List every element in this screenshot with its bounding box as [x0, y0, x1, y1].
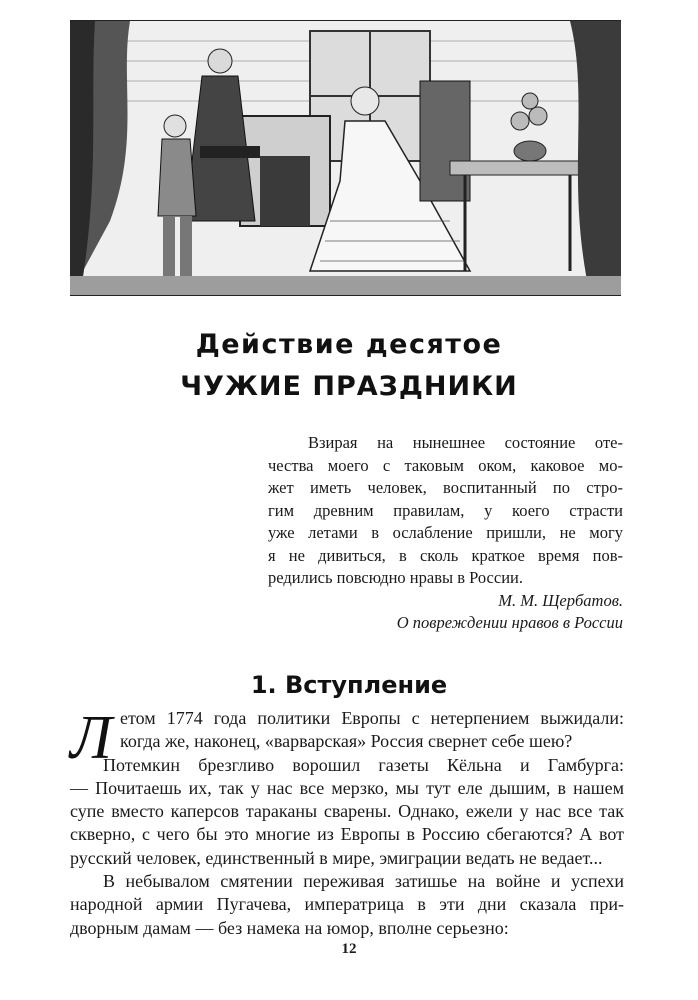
epigraph-line: уже летами в ослабление пришли, не могу: [268, 523, 623, 542]
chapter-title: ЧУЖИЕ ПРАЗДНИКИ: [180, 371, 518, 402]
body-text: [70, 704, 624, 940]
page-number: 12: [341, 941, 357, 957]
chapter-act-heading: Действие десятое: [195, 329, 503, 360]
epigraph: [268, 432, 623, 635]
chapter-illustration: [70, 20, 621, 296]
body-line: В небывалом смятении переживая затишье на войне и успехи: [103, 871, 624, 892]
body-line: народной армии Пугачева, императрица в эти дни сказала при-: [70, 894, 624, 915]
epigraph-source: О повреждении нравов в России: [396, 613, 623, 632]
epigraph-line: жет иметь человек, воспитанный по стро-: [268, 478, 623, 497]
body-line: дворным дамам — без намека на юмор, вполне серьезно:: [70, 917, 509, 938]
section-title: 1. Вступление: [250, 671, 448, 699]
epigraph-author: М. М. Щербатов.: [498, 590, 623, 610]
body-line: когда же, наконец, «варварская» Россия свернет себе шею?: [120, 731, 573, 752]
salon-scene-engraving-icon: [70, 21, 621, 295]
body-line: Потемкин брезгливо ворошил газеты Кёльна и Гамбурга:: [103, 754, 624, 775]
body-line: етом 1774 года политики Европы с нетерпением выжидали:: [120, 708, 624, 728]
epigraph-line: редились повсюдно нравы в России.: [268, 568, 523, 587]
epigraph-line: чества моего с таковым оком, каковое мо-: [268, 455, 623, 475]
epigraph-line: я не дивиться, в сколь краткое время пов-: [268, 545, 623, 565]
body-line: супе вместо каперсов тараканы сварены. Однако, ежели у нас все так: [70, 801, 624, 822]
body-line: — Почитаешь их, так у нас все мерзко, мы тут еле дышим, в нашем: [70, 777, 624, 798]
body-line: русский человек, единственный в мире, эмиграции ведать не ведает...: [70, 847, 603, 868]
epigraph-line: гим древним правилам, у коего страсти: [268, 500, 623, 520]
drop-cap: Л: [70, 704, 112, 772]
body-line: скверно, с чего бы это многие из Европы в Россию сбегаются? А вот: [70, 824, 624, 845]
epigraph-line: Взирая на нынешнее состояние оте-: [308, 433, 623, 452]
